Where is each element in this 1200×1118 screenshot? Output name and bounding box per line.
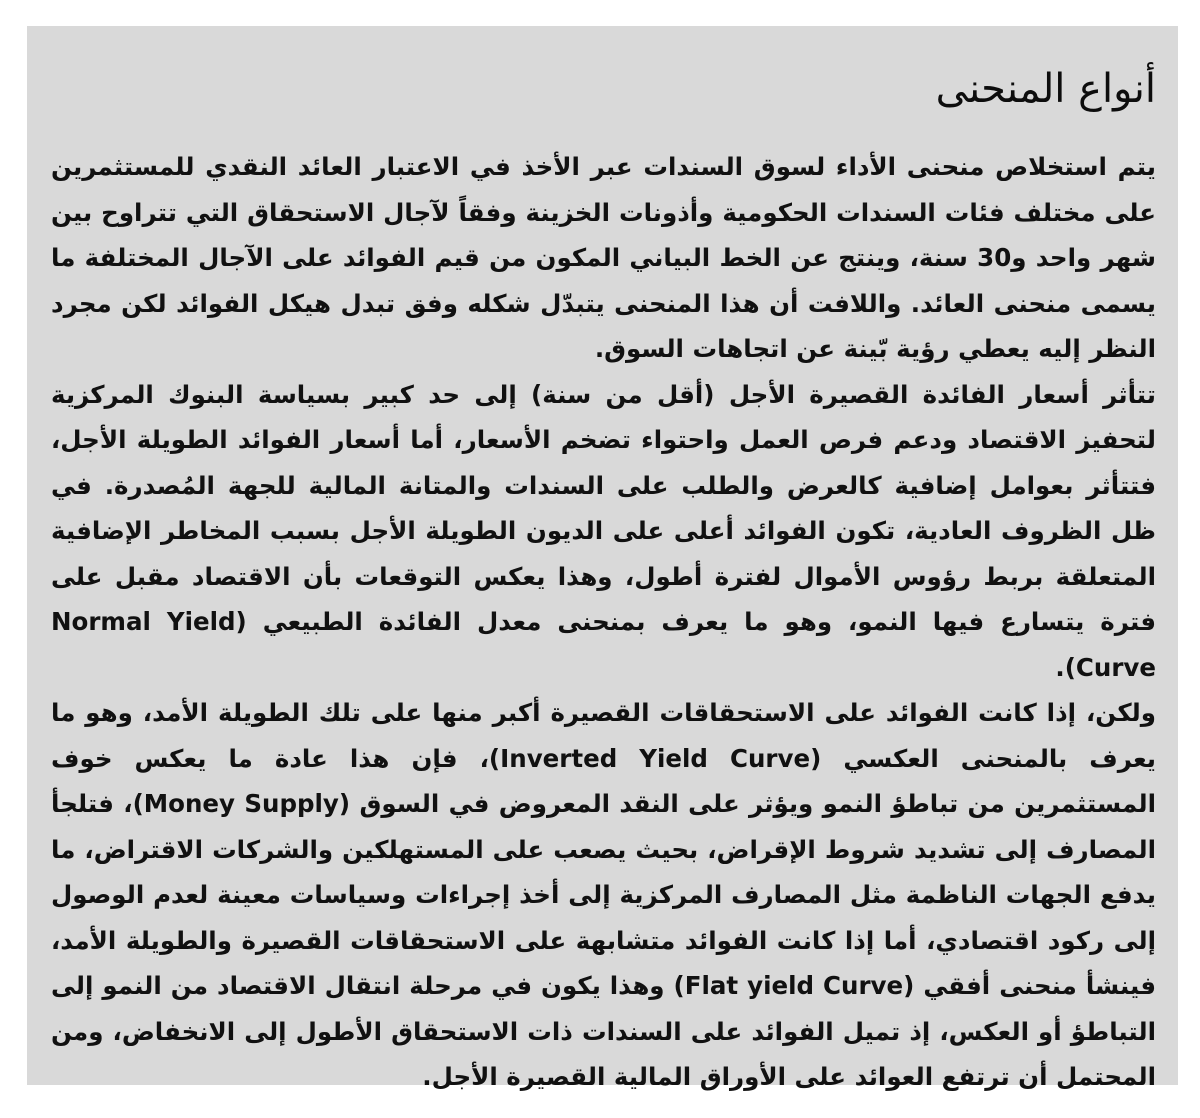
paragraph-short-long-rates [51,372,1156,691]
article-panel [27,26,1178,1091]
term-inverted-yield-curve: Inverted Yield Curve [500,743,811,773]
term-flat-yield-curve: Flat yield Curve [684,971,904,1000]
paragraph-text: )، فتلجأ المصارف إلى تشديد شروط الإقراض، بحيث يصعب على المستهلكين والشركات الاقتراض، ما يدفع الجهات الناظمة مثل المصارف المركزية إلى أخذ إجراءات وسياسات معينة لعدم الوصول إلى ركود اقتصادي، أما إذا كانت الفوائد متشابهة على الاستحقاقات القصيرة والطويلة الأمد، فينشأ منحنى أفقي ( [51,789,1156,1000]
term-normal-yield-curve: Normal Yield Curve [51,607,1156,682]
paragraph-text: ولكن، إذا كانت الفوائد على الاستحقاقات القصيرة أكبر منها على تلك الطويلة الأمد، وهو ما يعرف بالمنحنى العكسي ( [51,698,1156,773]
paragraph-text: ) وهذا يكون في مرحلة انتقال الاقتصاد من النمو إلى التباطؤ أو العكس، إذ تميل الفوائد على السندات ذات الاستحقاق الأطول إلى الانخفاض، ومن المحتمل أن ترتفع العوائد على الأوراق المالية القصيرة الأجل. [51,971,1156,1091]
paragraph-text: )، فإن هذا عادة ما يعكس خوف المستثمرين من تباطؤ النمو ويؤثر على النقد المعروض في السوق ( [51,743,1156,818]
paragraph-text: ). [1055,652,1076,682]
paragraph-yield-curve-intro: يتم استخلاص منحنى الأداء لسوق السندات عبر الأخذ في الاعتبار العائد النقدي للمستثمرين على مختلف فئات السندات الحكومية وأذونات الخزينة وفقاً لآجال الاستحقاق التي تتراوح بين شهر واحد و30 سنة، وينتج عن الخط البياني المكون من قيم الفوائد على الآجال المختلفة ما يسمى منحنى العائد. واللافت أن هذا المنحنى يتبدّل شكله وفق تبدل هيكل الفوائد لكن مجرد النظر إليه يعطي رؤية بّينة عن اتجاهات السوق. [51,152,1157,363]
article-title: أنواع المنحنى [935,66,1156,112]
paragraph-inverted-flat-curve [51,690,1156,1100]
term-money-supply: Money Supply [143,789,339,818]
paragraph-text: تتأثر أسعار الفائدة القصيرة الأجل (أقل من سنة) إلى حد كبير بسياسة البنوك المركزية لتحفيز الاقتصاد ودعم فرص العمل واحتواء تضخم الأسعار، أما أسعار الفوائد الطويلة الأجل، فتتأثر بعوامل إضافية كالعرض والطلب على السندات والمتانة المالية للجهة المُصدرة. في ظل الظروف العادية، تكون الفوائد أعلى على الديون الطويلة الأجل بسبب المخاطر الإضافية المتعلقة بربط رؤوس الأموال لفترة أطول، وهذا يعكس التوقعات بأن الاقتصاد مقبل على فترة يتسارع فيها النمو، وهو ما يعرف بمنحنى معدل الفائدة الطبيعي ( [51,379,1156,636]
